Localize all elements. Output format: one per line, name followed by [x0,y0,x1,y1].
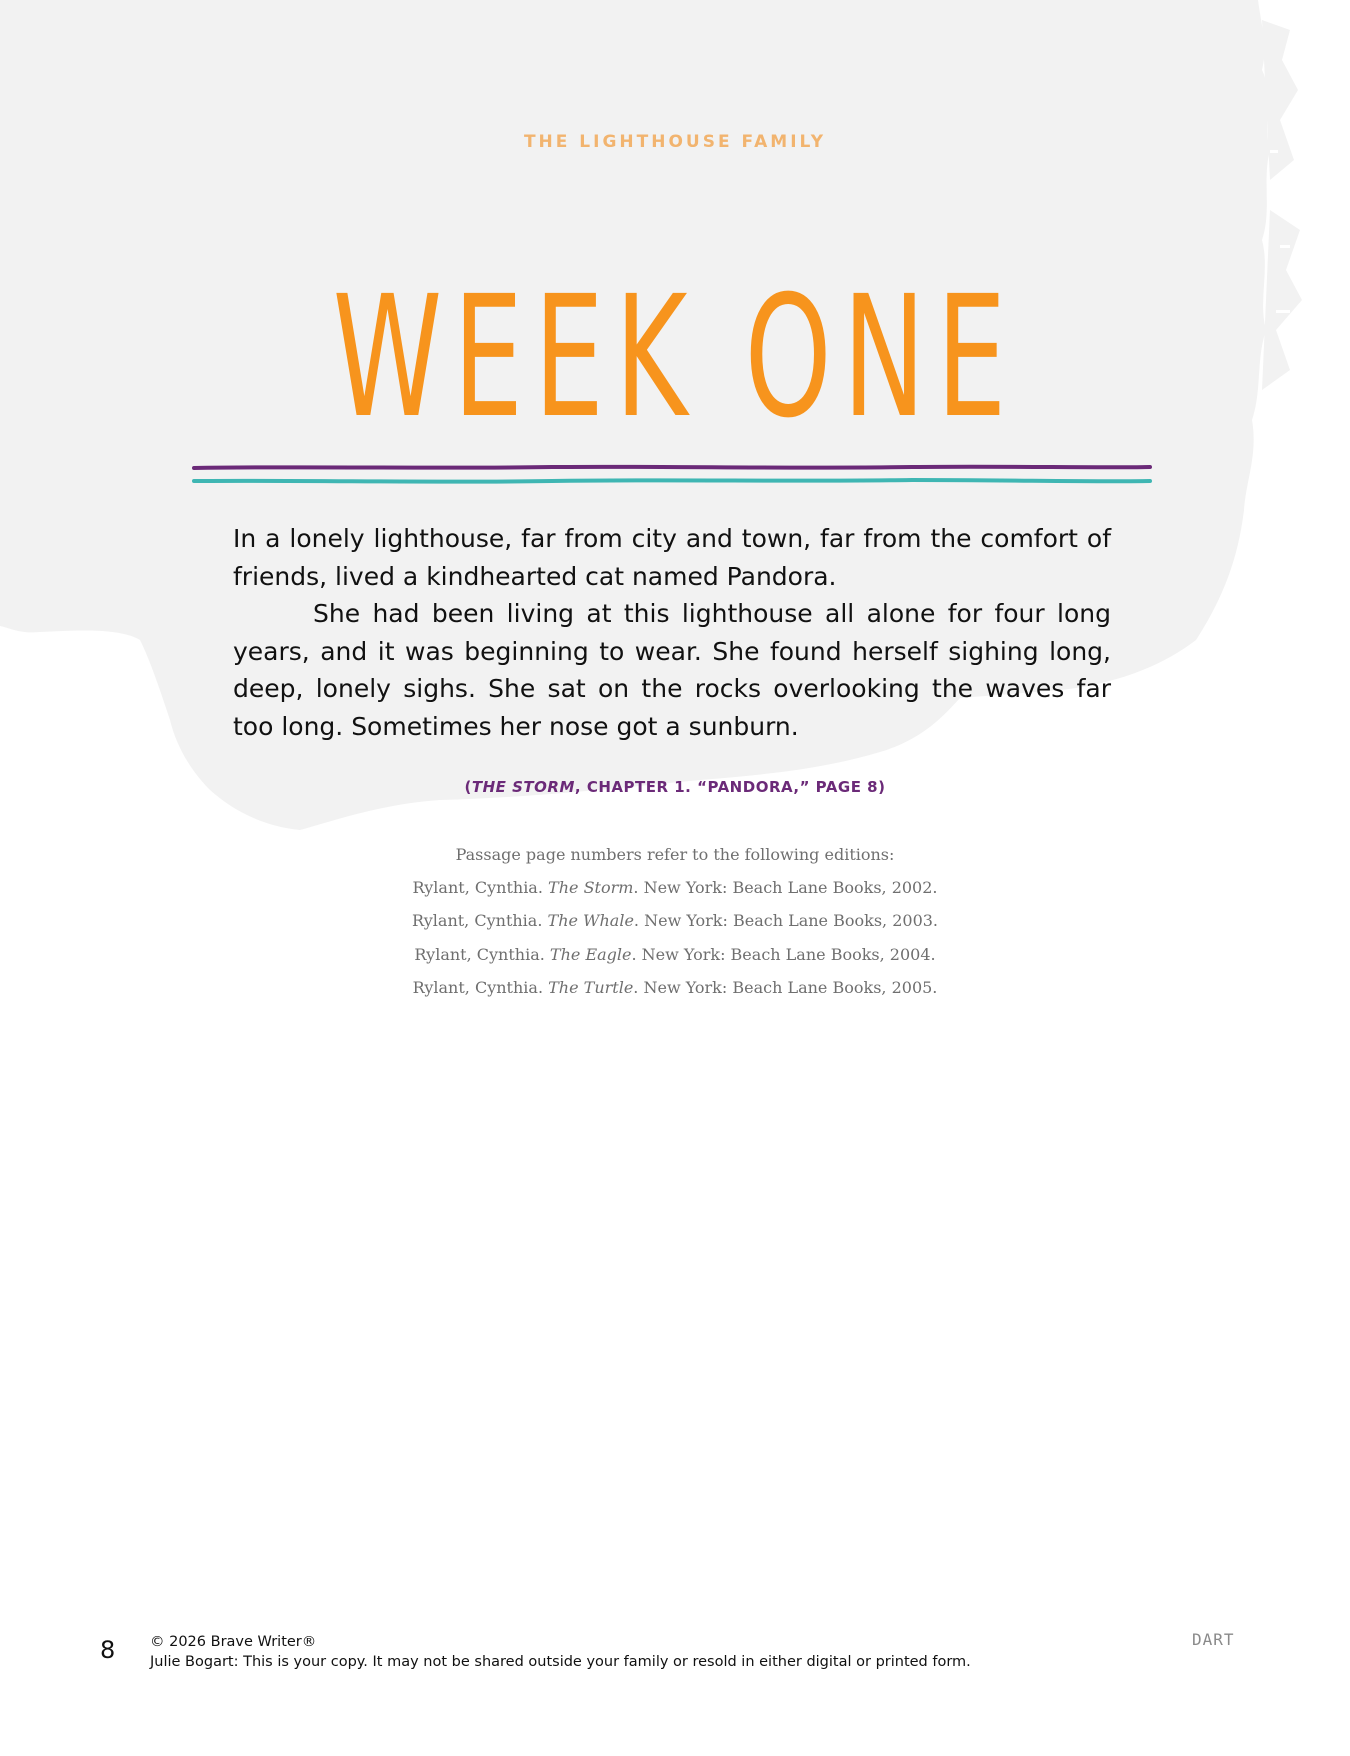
edition-author: Rylant, Cynthia. [412,977,544,997]
passage-citation [0,778,1350,796]
edition-entry [0,938,1350,971]
dart-logo: DART [1192,1630,1235,1649]
footer-copyright [150,1632,971,1672]
citation-details: , CHAPTER 1. “PANDORA,” PAGE 8) [574,778,886,796]
passage-excerpt [233,520,1111,746]
edition-title: The Turtle [548,977,634,997]
copyright-line: © 2026 Brave Writer® [150,1634,317,1650]
page-number: 8 [100,1636,116,1664]
week-title-text: WEEK ONE [332,260,1018,440]
edition-author: Rylant, Cynthia. [414,944,545,964]
edition-entry [0,904,1350,937]
divider-line-teal [194,480,1150,482]
week-title [0,250,1350,440]
edition-publisher: . New York: Beach Lane Books, 2003. [633,911,939,931]
running-head: THE LIGHTHOUSE FAMILY [523,132,827,152]
edition-publisher: . New York: Beach Lane Books, 2004. [631,944,936,964]
edition-title: The Eagle [549,944,632,964]
edition-author: Rylant, Cynthia. [411,911,543,931]
passage-paragraph-1: In a lonely lighthouse, far from city and town, far from the comfort of friends, lived a kindhearted cat named Pandora. [233,524,1111,591]
citation-open: ( [464,778,472,796]
edition-title: The Storm [548,878,634,898]
edition-publisher: . New York: Beach Lane Books, 2002. [633,878,938,898]
editions-intro: Passage page numbers refer to the following editions: [455,845,895,864]
passage-paragraph-2: She had been living at this lighthouse all alone for four long years, and it was beginning to wear. She found herself sighing long, deep, lonely sighs. She sat on the rocks overlooking the waves far too long. Sometimes her nose got a sunburn. [233,599,1111,741]
edition-entry [0,971,1350,1004]
divider-line-purple [194,467,1150,468]
usage-notice: Julie Bogart: This is your copy. It may not be shared outside your family or resold in either digital or printed form. [150,1654,971,1670]
double-rule-divider [192,458,1152,488]
edition-author: Rylant, Cynthia. [412,878,543,898]
edition-title: The Whale [547,911,634,931]
edition-publisher: . New York: Beach Lane Books, 2005. [633,977,938,997]
edition-entry [0,871,1350,904]
citation-book-title: THE STORM [471,778,575,796]
editions-list [0,838,1350,1004]
